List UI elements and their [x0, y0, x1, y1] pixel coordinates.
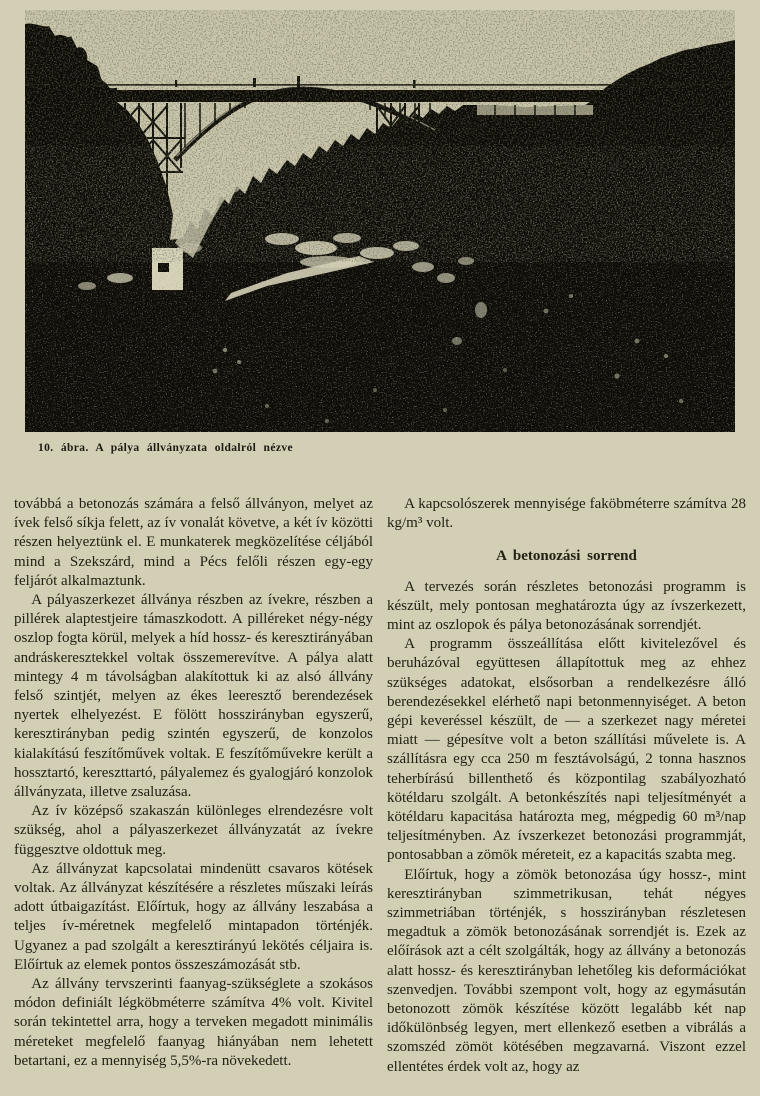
left-column [14, 495, 373, 1095]
right-column [387, 495, 746, 1095]
paragraph: Az állványzat kapcsolatai mindenütt csavaros kötések voltak. Az állványzat készítésére a részletes műszaki leírás adott útbaigazítást. Előírtuk, hogy az állvány leszabása a teljes ív-méretnek megfelelő mintapadon történjék. Ugyanez a pad szolgált a keresztirányú lekötés céljaira is. Előírtuk az elemek pontos összeszámozását stb. [14, 860, 373, 973]
figure-photo [25, 10, 735, 432]
paragraph: A tervezés során részletes betonozási programm is készült, mely pontosan meghatározta úgy az ívszerkezett, mint az oszlopok és pálya betonozásának sorrendjét. [387, 578, 746, 634]
paragraph: továbbá a betonozás számára a felső állványon, melyet az ívek felső síkja felett, az ív vonalát követve, a két ív közötti részen helyeztünk el. E munkaterek megközelítése céljából mind a Szekszárd, mind a Pécs felőli részen egy-egy feljárót alkalmaztunk. [14, 496, 373, 589]
overall-grain [25, 10, 735, 432]
paragraph: Az állvány tervszerinti faanyag-szükséglete a szokásos módon definiált légköbméterre számítva 4% volt. Kivitel során tekintettel arra, hogy a terveken megadott minimális méreteket megfelelő faanyag hiányában nem lehetett betartani, ez a mennyiség 5,5%-ra növekedett. [14, 976, 373, 1069]
bridge-photo [25, 10, 735, 432]
paragraph: A kapcsolószerek mennyisége faköbméterre számítva 28 kg/m³ volt. [387, 496, 746, 532]
paragraph: A programm összeállítása előtt kivitelezővel és beruházóval együttesen állapítottuk meg az ehhez szükséges adatokat, elsősorban a rendelkezésre álló berendezésekkel elérhető napi betonmennyiséget. A beton gépi keveréssel készült, de — a szerkezet nagy méretei miatt — gépesítve volt a beton szállítási művelete is. A szállításra egy cca 250 m fesztávolságú, 2 tonna hasznos teherbírású billenthető és központilag szabályozható kötéldaru szolgált. A betonkészítés napi teljesítményét a kötéldaru kapacitása határozta meg, mégpedig 60 m³/nap teljesítményben. Az ívszerkezet betonozási programmját, pontosabban a zömök méreteit, ez a kapacitás szabta meg. [387, 636, 746, 864]
paragraph: A pályaszerkezet állványa részben az ívekre, részben a pillérek alaptestjeire támaszkodott. A pilléreket négy-négy oszlop fogta körül, melyek a híd hossz- és keresztirányában andráskeresztekkel voltak összemerevítve. A pálya alatt mintegy 4 m távolságban alakítottuk ki az alsó állvány felső szintjét, melyen az ékes leeresztő berendezések nyertek elhelyezést. E fölött hosszirányban egyszerű, keresztirányban pedig szintén egyszerű, de konzolos kialakítású feszítőművek voltak. E feszítőművekre került a hossztartó, kereszttartó, pályalemez és gyalogjáró konzolok állványzata, illetve zsaluzása. [14, 592, 373, 801]
figure-caption: 10. ábra. A pálya állványzata oldalról nézve [38, 442, 293, 454]
article-columns [14, 495, 746, 1095]
paragraph: Az ív középső szakaszán különleges elrendezésre volt szükség, ahol a pályaszerkezet állványzatát az ívekre függesztve oldottuk meg. [14, 803, 373, 858]
paragraph: Előírtuk, hogy a zömök betonozása úgy hossz-, mint keresztirányban szimmetrikusan, tehát négyes szimmetriában történjék, s hosszirányban részletesen megadtuk a zömök betonozásának sorrendjét is. Ezek az előírások azt a célt szolgálták, hogy az állvány a betonozás alatt hossz- és keresztirányban lehetőleg kis deformációkat szenvedjen. További szempont volt, hogy az egymásután betonozott zömök készítése között legalább két nap időkülönbség legyen, mert ellenkező esetben a vibrálás a szomszéd zömöt kötésében megzavarná. Viszont ezzel ellentétes érdek volt az, hogy az [387, 866, 746, 1075]
section-heading: A betonozási sorrend [496, 548, 637, 565]
